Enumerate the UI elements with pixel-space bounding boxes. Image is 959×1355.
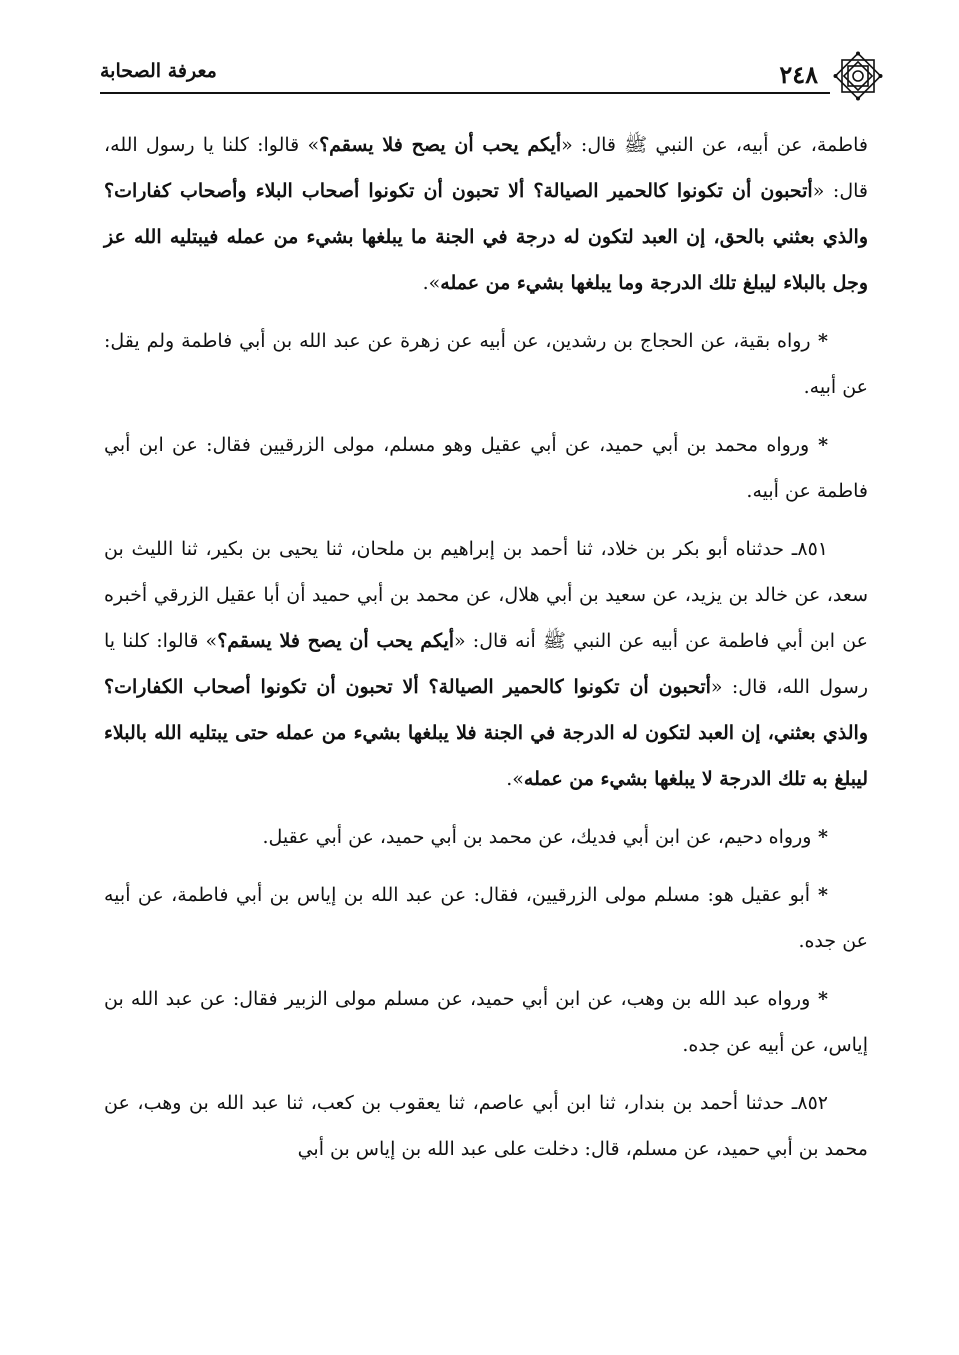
narration-text: ٨٥٢ـ حدثنا أحمد بن بندار، ثنا ابن أبي عاصم، ثنا يعقوب بن كعب، ثنا عبد الله بن وهب، عن محمد بن أبي حميد، عن مسلم، قال: دخلت على عبد الله بن إياس بن أبي [104,1092,868,1160]
narration-text: رواه بقية، عن الحجاج بن رشدين، عن أبيه عن زهرة عن عبد الله بن أبي فاطمة ولم يقل: عن أبيه. [104,330,868,398]
narration-text: ». [506,768,524,790]
header-divider [100,92,830,94]
text-paragraph [104,872,868,964]
octagram-ornament-icon [832,50,884,102]
text-paragraph [104,318,868,410]
narration-text: ورواه دحيم، عن ابن أبي فديك، عن محمد بن أبي حميد، عن أبي عقيل. [262,826,812,848]
hadith-quote-text: * [810,884,828,906]
hadith-quote-text: أتحبون أن تكونوا كالحمير الصيالة؟ ألا تحبون أن تكونوا أصحاب البلاء وأصحاب كفارات؟ والذي بعثني بالحق، إن العبد لتكون له درجة في الجنة ما يبلغها بشيء من عمله فيبتليه الله عز وجل بالبلاء ليبلغ تلك الدرجة وما يبلغها بشيء من عمله [104,180,868,294]
text-paragraph [104,976,868,1068]
narration-text: ». [422,272,441,294]
page-header [100,50,870,102]
narration-text: » قالوا: كلنا يا رسول الله، قال: « [104,630,869,698]
page-body-text [104,122,868,1184]
hadith-quote-text: أيكم يحب أن يصح فلا يسقم؟ [319,134,562,156]
hadith-quote-text: * [809,434,829,456]
text-paragraph [104,1080,868,1172]
hadith-quote-text: * [811,826,828,848]
narration-text: ٨٥١ـ حدثناه أبو بكر بن خلاد، ثنا أحمد بن إبراهيم بن ملحان، ثنا يحيى بن بكير، ثنا الليث بن سعد، عن خالد بن يزيد، عن سعيد بن أبي هلال، عن محمد بن أبي حميد أن أبا عقيل الزرقي أخبره عن ابن أبي فاطمة عن أبيه عن النبي ﷺ أنه قال: « [104,538,868,652]
narration-text: أبو عقيل هو: مسلم مولى الزرقيين، فقال: عن عبد الله بن إياس بن أبي فاطمة، عن أبيه عن جده. [104,884,868,952]
narration-text: » قالوا: كلنا يا رسول الله، قال: « [104,134,868,202]
text-paragraph [104,422,868,514]
text-paragraph [104,526,868,802]
hadith-quote-text: * [810,330,828,352]
narration-text: فاطمة، عن أبيه، عن النبي ﷺ قال: « [561,134,868,156]
page-number: ٢٤٨ [779,60,818,89]
hadith-quote-text: * [810,988,828,1010]
text-paragraph [104,814,868,860]
book-title: معرفة الصحابة [100,60,217,82]
hadith-quote-text: أيكم يحب أن يصح فلا يسقم؟ [217,630,455,652]
narration-text: ورواه عبد الله بن وهب، عن ابن أبي حميد، عن مسلم مولى الزبير فقال: عن عبد الله بن إياس، عن أبيه عن جده. [104,988,868,1056]
text-paragraph [104,122,868,306]
narration-text: ورواه محمد بن أبي حميد، عن أبي عقيل وهو مسلم، مولى الزرقيين فقال: عن ابن أبي فاطمة عن أبيه. [104,434,868,502]
hadith-quote-text: أتحبون أن تكونوا كالحمير الصيالة؟ ألا تحبون أن تكونوا أصحاب الكفارات؟ والذي بعثني، إن العبد لتكون له الدرجة في الجنة فلا يبلغها بشيء من عمله حتى يبتليه الله بالبلاء ليبلغ به تلك الدرجة لا يبلغها بشيء من عمله [104,676,868,790]
